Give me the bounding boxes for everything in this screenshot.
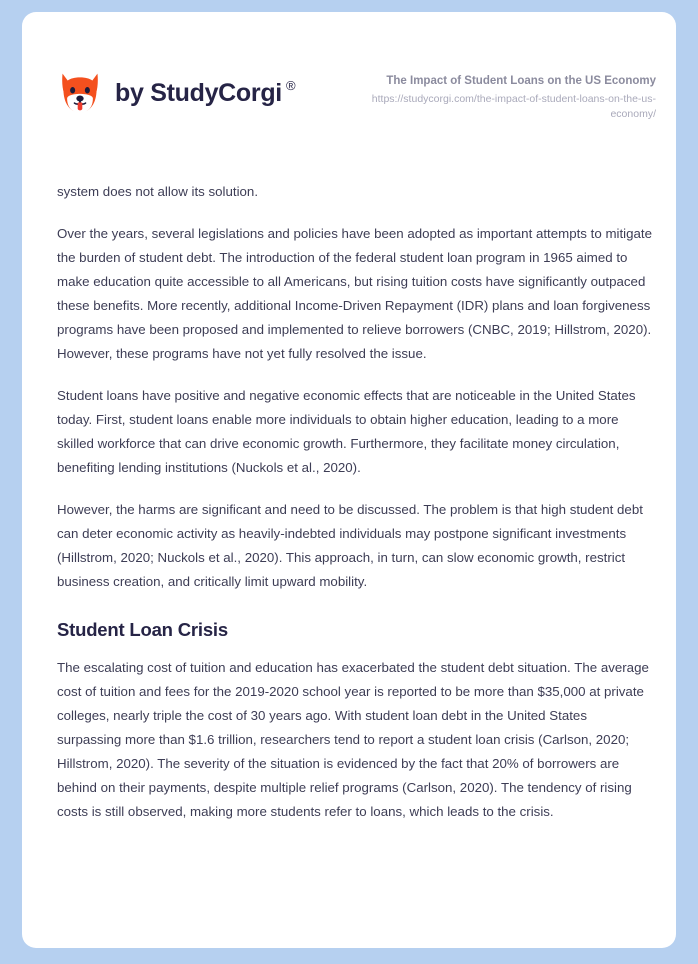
- document-body: [57, 180, 653, 824]
- section-heading: Student Loan Crisis: [57, 619, 228, 640]
- paragraph: Student loans have positive and negative economic effects that are noticeable in the United States today. First, student loans enable more individuals to obtain higher education, leading to a more skilled workforce that can drive economic growth. Furthermore, they facilitate money circulation, benefiting lending institutions (Nuckols et al., 2020).: [57, 388, 636, 475]
- header-meta: [346, 70, 656, 123]
- corgi-face-icon: [57, 70, 103, 116]
- page-title: The Impact of Student Loans on the US Economy: [386, 75, 656, 87]
- brand-wordmark: [115, 77, 296, 107]
- paragraph: system does not allow its solution.: [57, 184, 259, 199]
- paragraph: However, the harms are significant and need to be discussed. The problem is that high student debt can deter economic activity as heavily-indebted individuals may postpone significant investments (Hillstrom, 2020; Nuckols et al., 2020). This approach, in turn, can slow economic growth, restrict business creation, and critically limit upward mobility.: [57, 502, 643, 589]
- paragraph: Over the years, several legislations and policies have been adopted as important attempts to mitigate the burden of student debt. The introduction of the federal student loan program in 1965 aimed to make education quite accessible to all Americans, but rising tuition costs have significantly outpaced these benefits. More recently, additional Income-Driven Repayment (IDR) plans and loan forgiveness programs have been proposed and implemented to relieve borrowers (CNBC, 2019; Hillstrom, 2020). However, these programs have not yet fully resolved the issue.: [57, 226, 652, 361]
- brand-name: by StudyCorgi: [115, 78, 282, 107]
- brand-lockup: [57, 70, 295, 116]
- document-header: [22, 12, 676, 142]
- document-page-card: [22, 12, 676, 948]
- paragraph: The escalating cost of tuition and education has exacerbated the student debt situation. The average cost of tuition and fees for the 2019-2020 school year is reported to be more than $35,000 at private colleges, nearly triple the cost of 30 years ago. With student loan debt in the United States surpassing more than $1.6 trillion, researchers tend to report a student loan crisis (Carlson, 2020; Hillstrom, 2020). The severity of the situation is evidenced by the fact that 20% of borrowers are behind on their payments, despite multiple relief programs (Carlson, 2020). The tendency of rising costs is still observed, making more students refer to loans, which leads to the crisis.: [57, 660, 649, 820]
- registered-mark-icon: ®: [285, 77, 296, 93]
- page-url[interactable]: https://studycorgi.com/the-impact-of-student-loans-on-the-us-economy/: [371, 93, 656, 121]
